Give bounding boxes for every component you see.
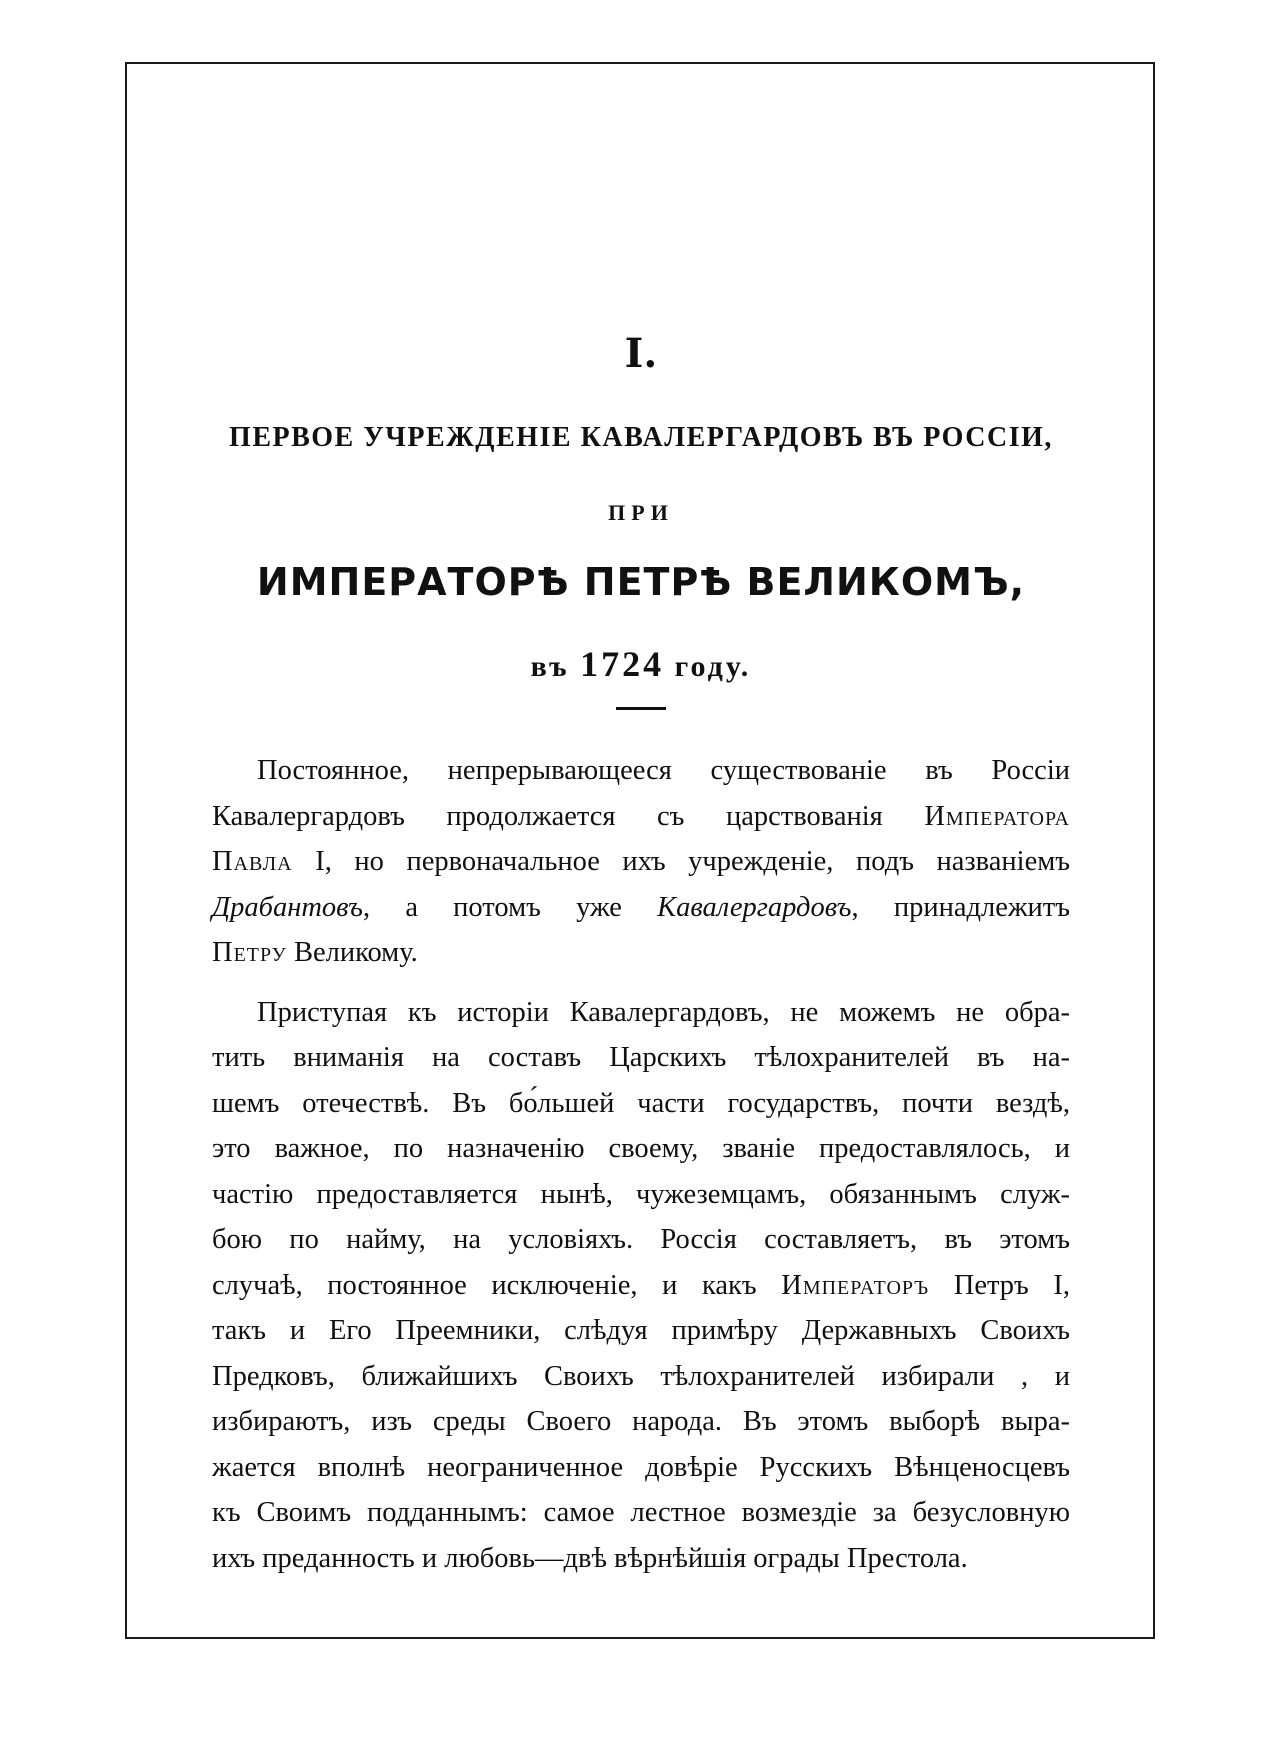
text-run: Кавалергардовъ продолжается съ царствованія [212,800,925,832]
text-run-smallcaps: Императоръ [781,1269,930,1301]
paragraph-2-line-7 [212,1263,1070,1309]
text-run: I, но первоначальное ихъ учрежденіе, подъ названіемъ [292,846,1070,877]
paragraph-2 [212,990,1070,1582]
paragraph-1-line-5 [212,930,1070,976]
paragraph-2-line-5: частію предоставляется нынѣ, чужеземцамъ, обязаннымъ служ- [212,1178,1070,1210]
text-run: Великому. [286,937,418,968]
text-run: случаѣ, постоянное исключеніе, и какъ [212,1269,782,1301]
paragraph-1 [212,748,1070,976]
text-run-smallcaps: Петру [212,937,287,968]
text-run: , а потомъ уже [362,891,658,923]
paragraph-2-line-2: тить вниманія на составъ Царскихъ тѣлохранителей въ на- [212,1042,1070,1073]
text-run-italic: Драбантовъ [212,891,363,923]
paragraph-1-line-4 [212,885,1070,931]
paragraph-2-line-10: избираютъ, изъ среды Своего народа. Въ этомъ выборѣ выра- [212,1406,1070,1437]
chapter-title-emperor: ИМПЕРАТОРѢ ПЕТРѢ ВЕЛИКОМЪ, [256,560,1026,604]
chapter-number: I. [624,330,658,377]
paragraph-1-line-3 [212,839,1070,885]
page-content [212,330,1070,1581]
paragraph-2-line-6: бою по найму, на условіяхъ. Россія составляетъ, въ этомъ [212,1224,1070,1255]
chapter-title-year [212,644,1070,687]
text-run-smallcaps: Павла [212,846,293,877]
paragraph-2-line-1: Приступая къ исторіи Кавалергардовъ, не можемъ не обра- [257,996,1070,1028]
paragraph-2-line-3: шемъ отечествѣ. Въ бо́льшей части государствъ, почти вездѣ, [212,1087,1070,1119]
paragraph-2-line-12: къ Своимъ подданнымъ: самое лестное возмездіе за безусловную [212,1497,1070,1528]
text-run-smallcaps: Императора [924,800,1070,832]
text-run: Петръ I, [929,1269,1070,1301]
chapter-title-line1: ПЕРВОЕ УЧРЕЖДЕНІЕ КАВАЛЕРГАРДОВЪ ВЪ РОССІИ, [229,422,1053,453]
text-run: , принадлежитъ [851,891,1070,923]
text-run-italic: Кавалергардовъ [657,891,852,923]
paragraph-2-line-9: Предковъ, ближайшихъ Своихъ тѣлохранителей избирали , и [212,1360,1070,1392]
paragraph-1-line-1: Постоянное, непрерывающееся существованіе въ Россіи [257,755,1070,786]
year-number: 1724 [580,644,665,684]
title-divider [616,707,666,710]
paragraph-2-line-8: такъ и Его Преемники, слѣдуя примѣру Державныхъ Своихъ [212,1315,1070,1346]
paragraph-2-line-11: жается вполнѣ неограниченное довѣріе Русскихъ Вѣнценосцевъ [212,1451,1070,1483]
chapter-title-pri: ПРИ [608,500,674,525]
paragraph-2-line-13: ихъ преданность и любовь—двѣ вѣрнѣйшія ограды Престола. [212,1542,968,1574]
year-prefix: въ [530,650,570,683]
paragraph-1-line-2 [212,794,1070,840]
paragraph-2-line-4: это важное, по назначенію своему, званіе предоставлялось, и [212,1133,1070,1164]
year-suffix: году. [674,650,752,683]
